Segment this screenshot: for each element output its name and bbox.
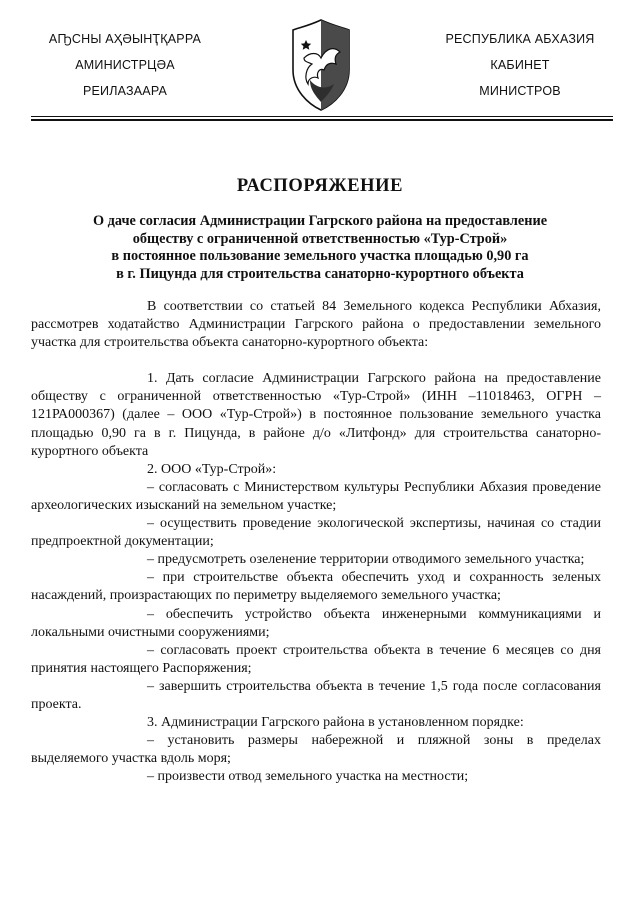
item-2-subitem: – согласовать с Министерством культуры Республики Абхазия проведение археологических изысканий на земельном участке; [31,479,601,513]
header-left-abkhaz [30,26,220,104]
item-1: 1. Дать согласие Администрации Гагрского района на предоставление обществу с ограниченной ответственностью «Тур-Строй» (ИНН –11018463, ОГРН – 121РА000367) (далее – ООО «Тур-Строй») в постоянное пользование земельного участка площадью 0,90 га в г. Пицунда, в районе д/о «Литфонд» для строительства санаторно-курортного объекта [31,371,601,459]
subtitle-line: О даче согласия Администрации Гагрского района на предоставление [92,213,548,229]
document-title: РАСПОРЯЖЕНИЕ [236,176,404,196]
item-2-subitem: – согласовать проект строительства объекта в течение 6 месяцев со дня принятия настоящего Распоряжения; [31,642,601,676]
item-2-subitem: – обеспечить устройство объекта инженерными коммуникациями и локальными очистными сооружениями; [31,606,601,640]
header-left-line: РЕИЛАЗААРА [82,84,168,98]
item-2-subitem: – осуществить проведение экологической экспертизы, начиная со стадии предпроектной документации; [31,516,601,550]
header-right-russian [425,26,615,104]
item-3-subitem: – произвести отвод земельного участка на местности; [147,769,469,785]
header-right-line: МИНИСТРОВ [479,84,561,98]
item-2-subitem: – завершить строительства объекта в течение 1,5 года после согласования проекта. [31,678,601,712]
document-subtitle [60,213,580,283]
coat-of-arms-icon [290,18,352,112]
header-divider-thin [31,116,613,117]
item-3: 3. Администрации Гагрского района в установленном порядке: [147,715,524,731]
preamble-paragraph: В соответствии со статьей 84 Земельного кодекса Республики Абхазия, рассмотрев ходатайство Администрации Гагрского района о предоставлении земельного участка для строительства объекта санаторно-курортного объекта: [31,299,601,351]
header-right-line: РЕСПУБЛИКА АБХАЗИЯ [445,32,595,46]
item-3-subitem: – установить размеры набережной и пляжной зоны в пределах выделяемого участка вдоль моря; [31,733,601,767]
header-right-line: КАБИНЕТ [490,58,550,72]
header-left-line: АМИНИСТРЦӘА [75,58,175,72]
subtitle-line: в г. Пицунда для строительства санаторно-курортного объекта [116,265,524,282]
paragraph-gap [31,352,601,370]
item-2: 2. ООО «Тур-Строй»: [147,461,277,477]
subtitle-line: в постоянное пользование земельного участка площадью 0,90 га [111,248,529,264]
subtitle-line: обществу с ограниченной ответственностью «Тур-Строй» [132,230,508,247]
item-2-subitem: – предусмотреть озеленение территории отводимого земельного участка; [147,552,585,568]
document-body [31,298,601,786]
header-divider-thick [31,119,613,121]
item-2-subitem: – при строительстве объекта обеспечить уход и сохранность зеленых насаждений, произрастающих по периметру выделяемого земельного участка; [31,570,601,604]
header-left-line: АҦСНЫ АҲӘЫНҬҚАРРА [48,32,202,46]
